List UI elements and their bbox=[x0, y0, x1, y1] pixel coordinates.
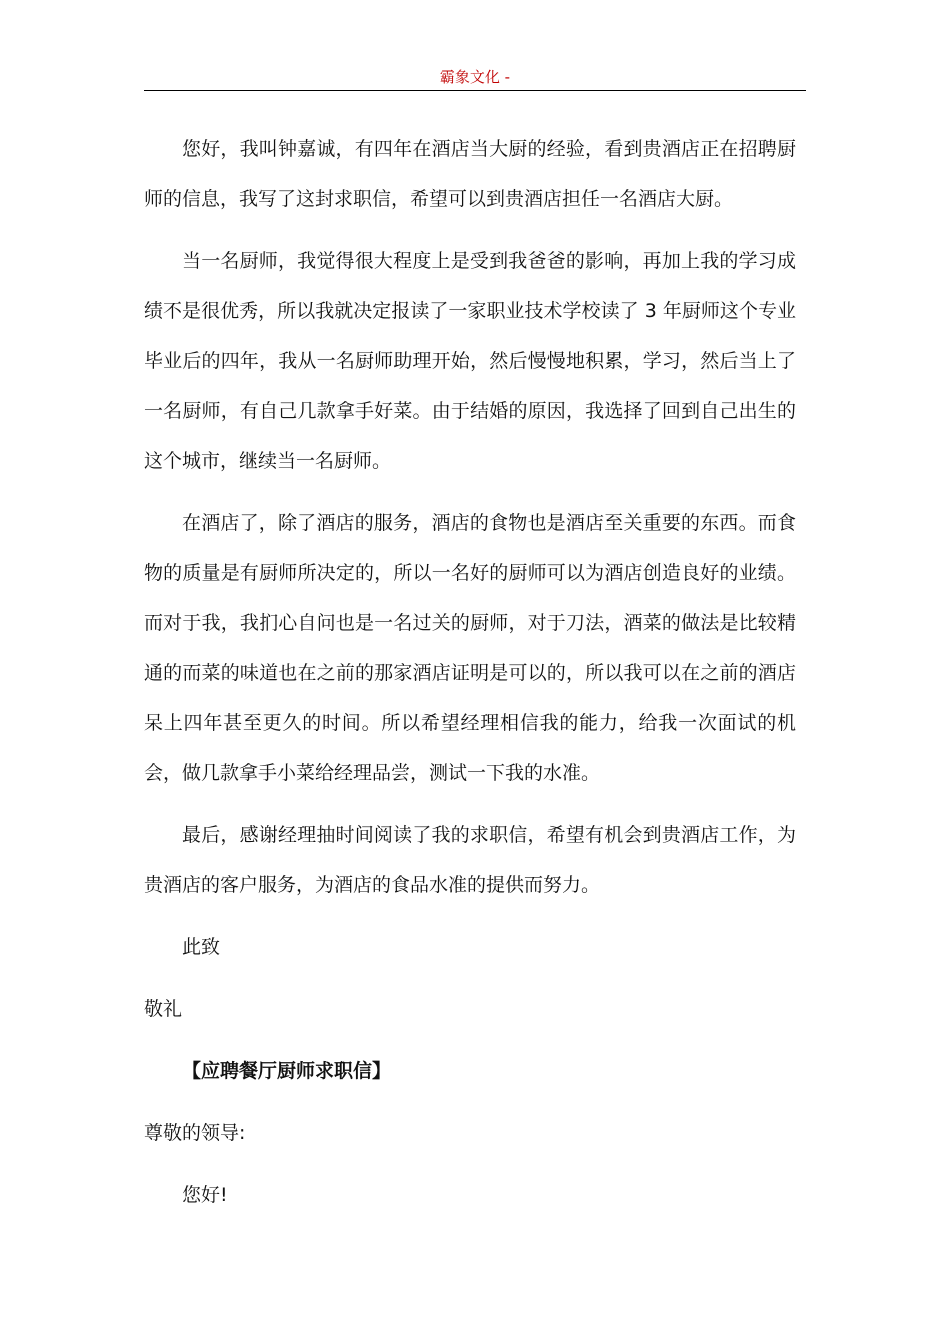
letter-body bbox=[144, 124, 796, 1232]
salutation: 尊敬的领导: bbox=[144, 1122, 246, 1144]
paragraph-conclusion: 最后，感谢经理抽时间阅读了我的求职信，希望有机会到贵酒店工作，为贵酒店的客户服务，为酒店的食品水准的提供而努力。 bbox=[144, 824, 796, 896]
paragraph-qualifications: 在酒店了，除了酒店的服务，酒店的食物也是酒店至关重要的东西。而食物的质量是有厨师所决定的，所以一名好的厨师可以为酒店创造良好的业绩。而对于我，我扪心自问也是一名过关的厨师，对于刀法，酒菜的做法是比较精通的而菜的味道也在之前的那家酒店证明是可以的，所以我可以在之前的酒店呆上四年甚至更久的时间。所以希望经理相信我的能力，给我一次面试的机会，做几款拿手小菜给经理品尝，测试一下我的水准。 bbox=[144, 512, 796, 784]
closing-line-2: 敬礼 bbox=[144, 998, 183, 1020]
paragraph-intro: 您好，我叫钟嘉诚，有四年在酒店当大厨的经验，看到贵酒店正在招聘厨师的信息，我写了这封求职信，希望可以到贵酒店担任一名酒店大厨。 bbox=[144, 138, 796, 210]
header-divider bbox=[144, 90, 806, 91]
paragraph-background: 当一名厨师，我觉得很大程度上是受到我爸爸的影响，再加上我的学习成绩不是很优秀，所以我就决定报读了一家职业技术学校读了 3 年厨师这个专业毕业后的四年，我从一名厨师助理开始，然后慢慢地积累，学习，然后当上了一名厨师，有自己几款拿手好菜。由于结婚的原因，我选择了回到自己出生的这个城市，继续当一名厨师。 bbox=[144, 250, 796, 472]
closing-line-1: 此致 bbox=[182, 936, 221, 958]
section-title: 【应聘餐厅厨师求职信】 bbox=[182, 1060, 392, 1082]
header-title: 霸象文化 - bbox=[439, 68, 511, 86]
page-header bbox=[144, 66, 806, 92]
greeting: 您好! bbox=[182, 1184, 228, 1206]
